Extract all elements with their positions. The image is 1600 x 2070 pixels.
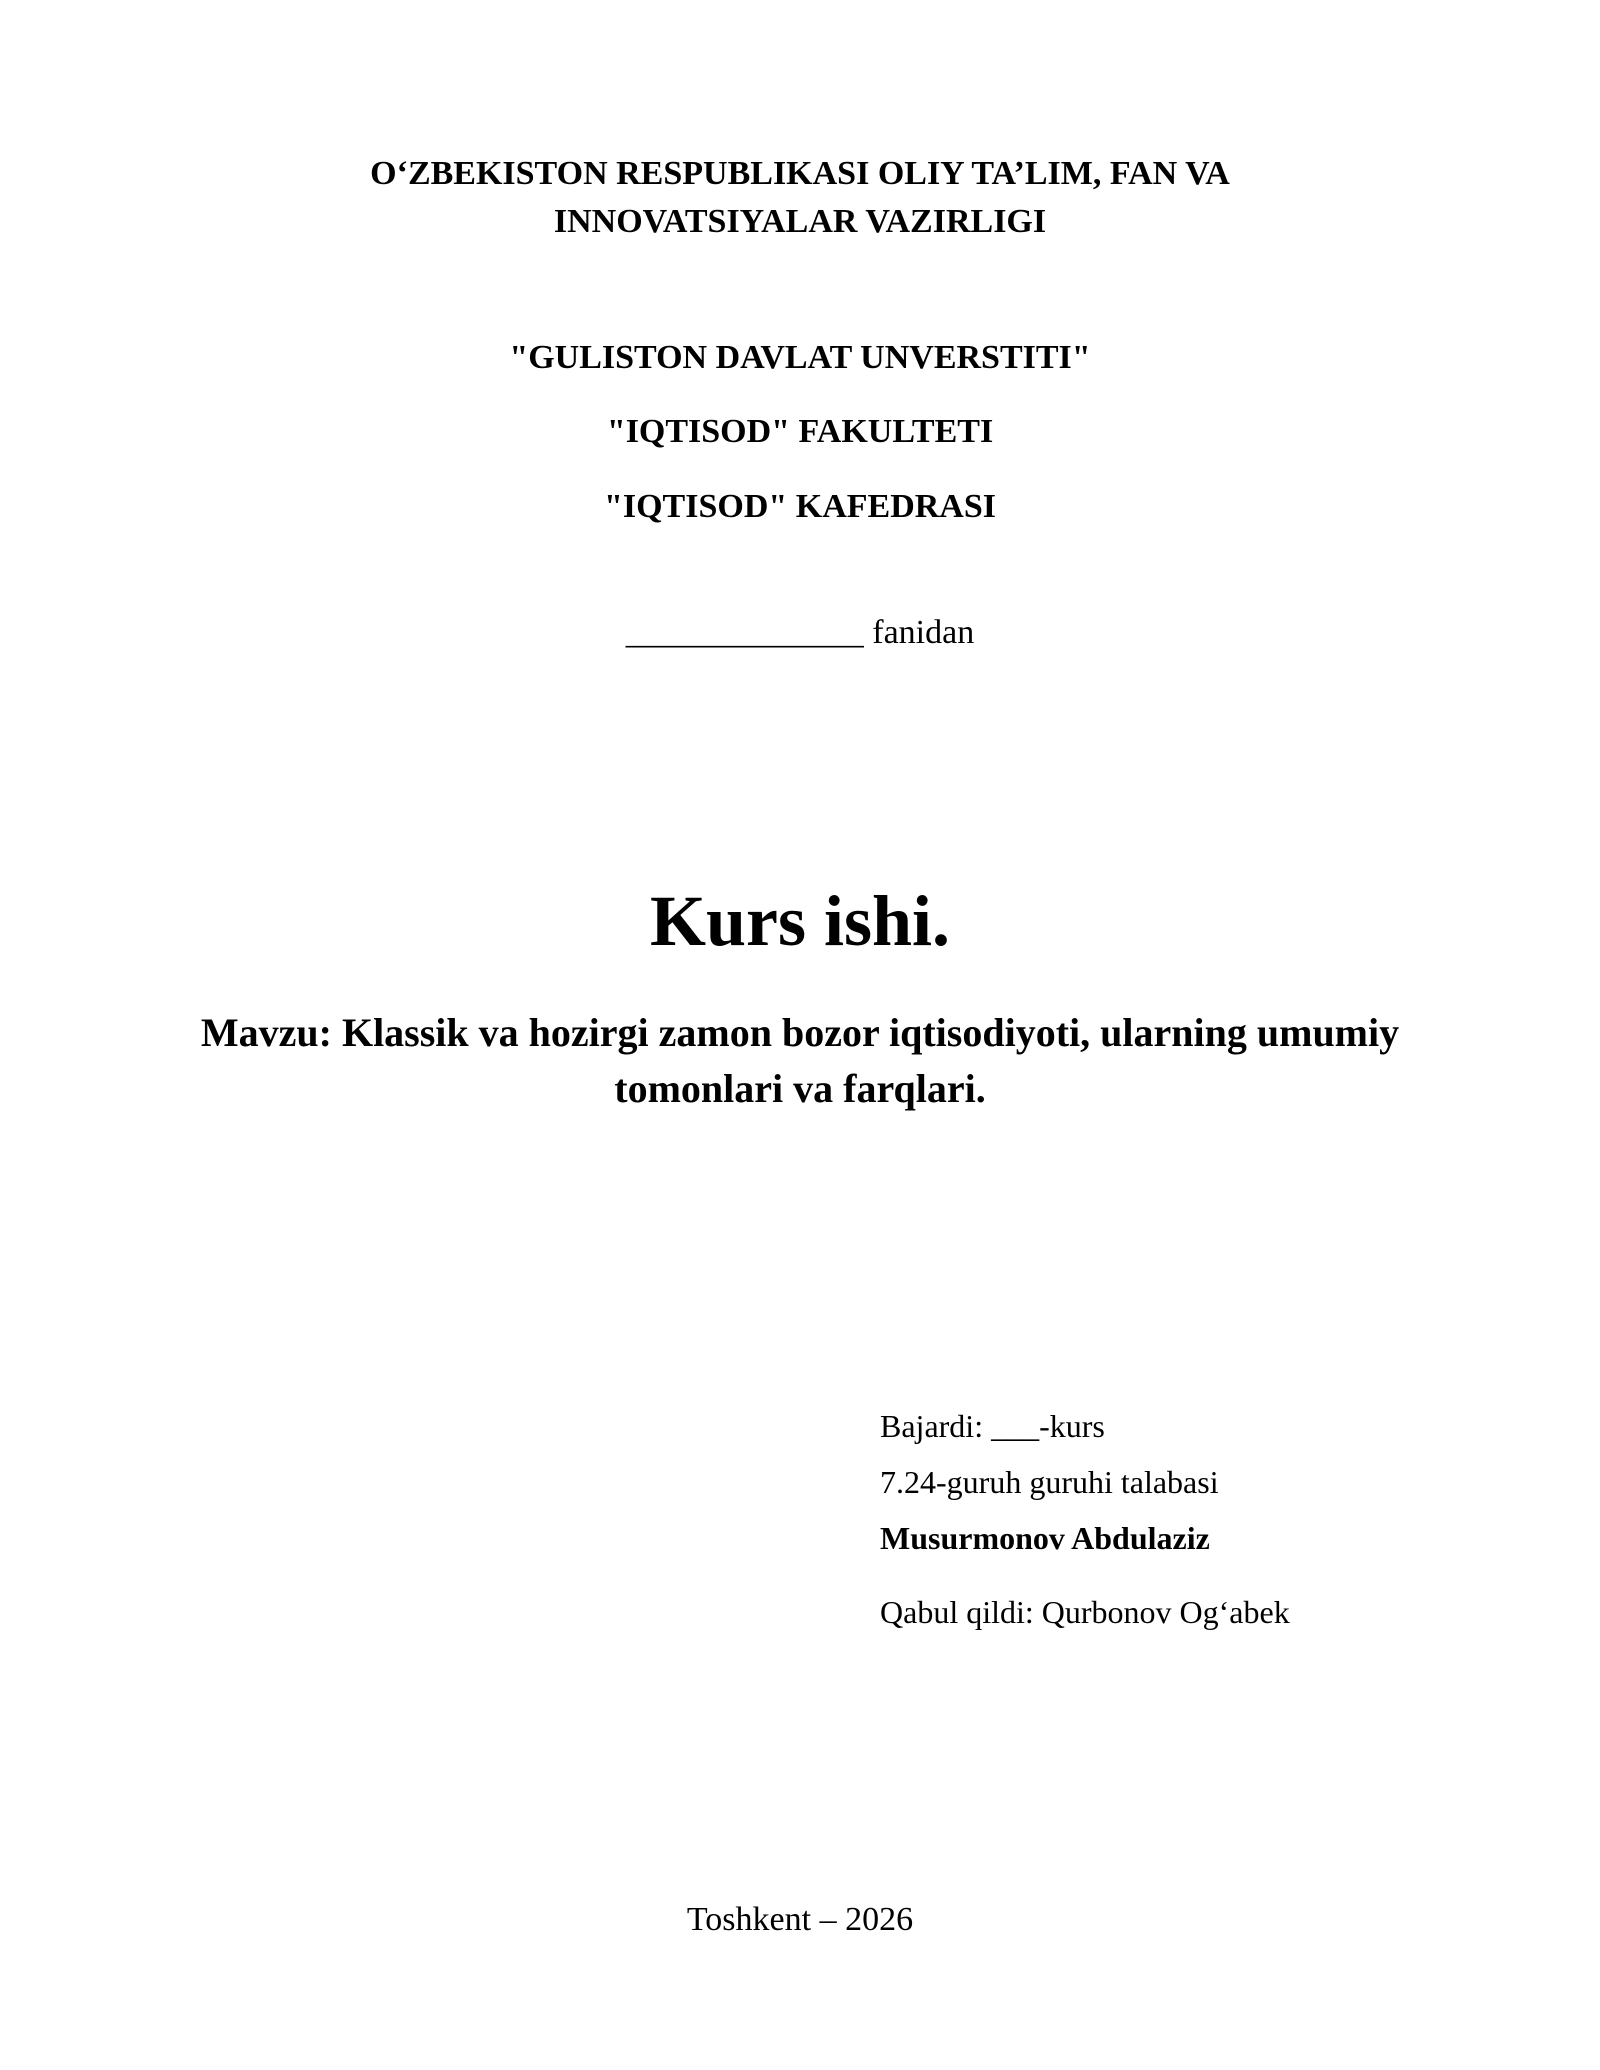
department-name: "IQTISOD" KAFEDRASI bbox=[604, 488, 996, 525]
topic-heading bbox=[0, 1005, 1600, 1117]
topic-line-1: Mavzu: Klassik va hozirgi zamon bozor iqtisodiyoti, ularning umumiy bbox=[200, 1010, 1400, 1055]
student-name: Musurmonov Abdulaziz bbox=[880, 1520, 1210, 1556]
accepted-by: Qabul qildi: Qurbonov Og‘abek bbox=[880, 1594, 1290, 1630]
faculty-name: "IQTISOD" FAKULTETI bbox=[606, 413, 994, 450]
ministry-line-2: INNOVATSIYALAR VAZIRLIGI bbox=[553, 203, 1047, 240]
topic-line-2: tomonlari va farqlari. bbox=[614, 1066, 986, 1111]
student-info-block bbox=[880, 1398, 1290, 1640]
performed-by: Bajardi: ___-kurs bbox=[880, 1408, 1105, 1444]
document-title: Kurs ishi. bbox=[649, 881, 951, 961]
ministry-line-1: O‘ZBEKISTON RESPUBLIKASI OLIY TA’LIM, FAN VA bbox=[370, 155, 1230, 192]
university-name: "GULISTON DAVLAT UNVERSTITI" bbox=[509, 339, 1091, 376]
student-group: 7.24-guruh guruhi talabasi bbox=[880, 1464, 1219, 1500]
city-year: Toshkent – 2026 bbox=[686, 1901, 914, 1938]
ministry-heading bbox=[0, 150, 1600, 246]
subject-line: ______________ fanidan bbox=[625, 614, 975, 651]
